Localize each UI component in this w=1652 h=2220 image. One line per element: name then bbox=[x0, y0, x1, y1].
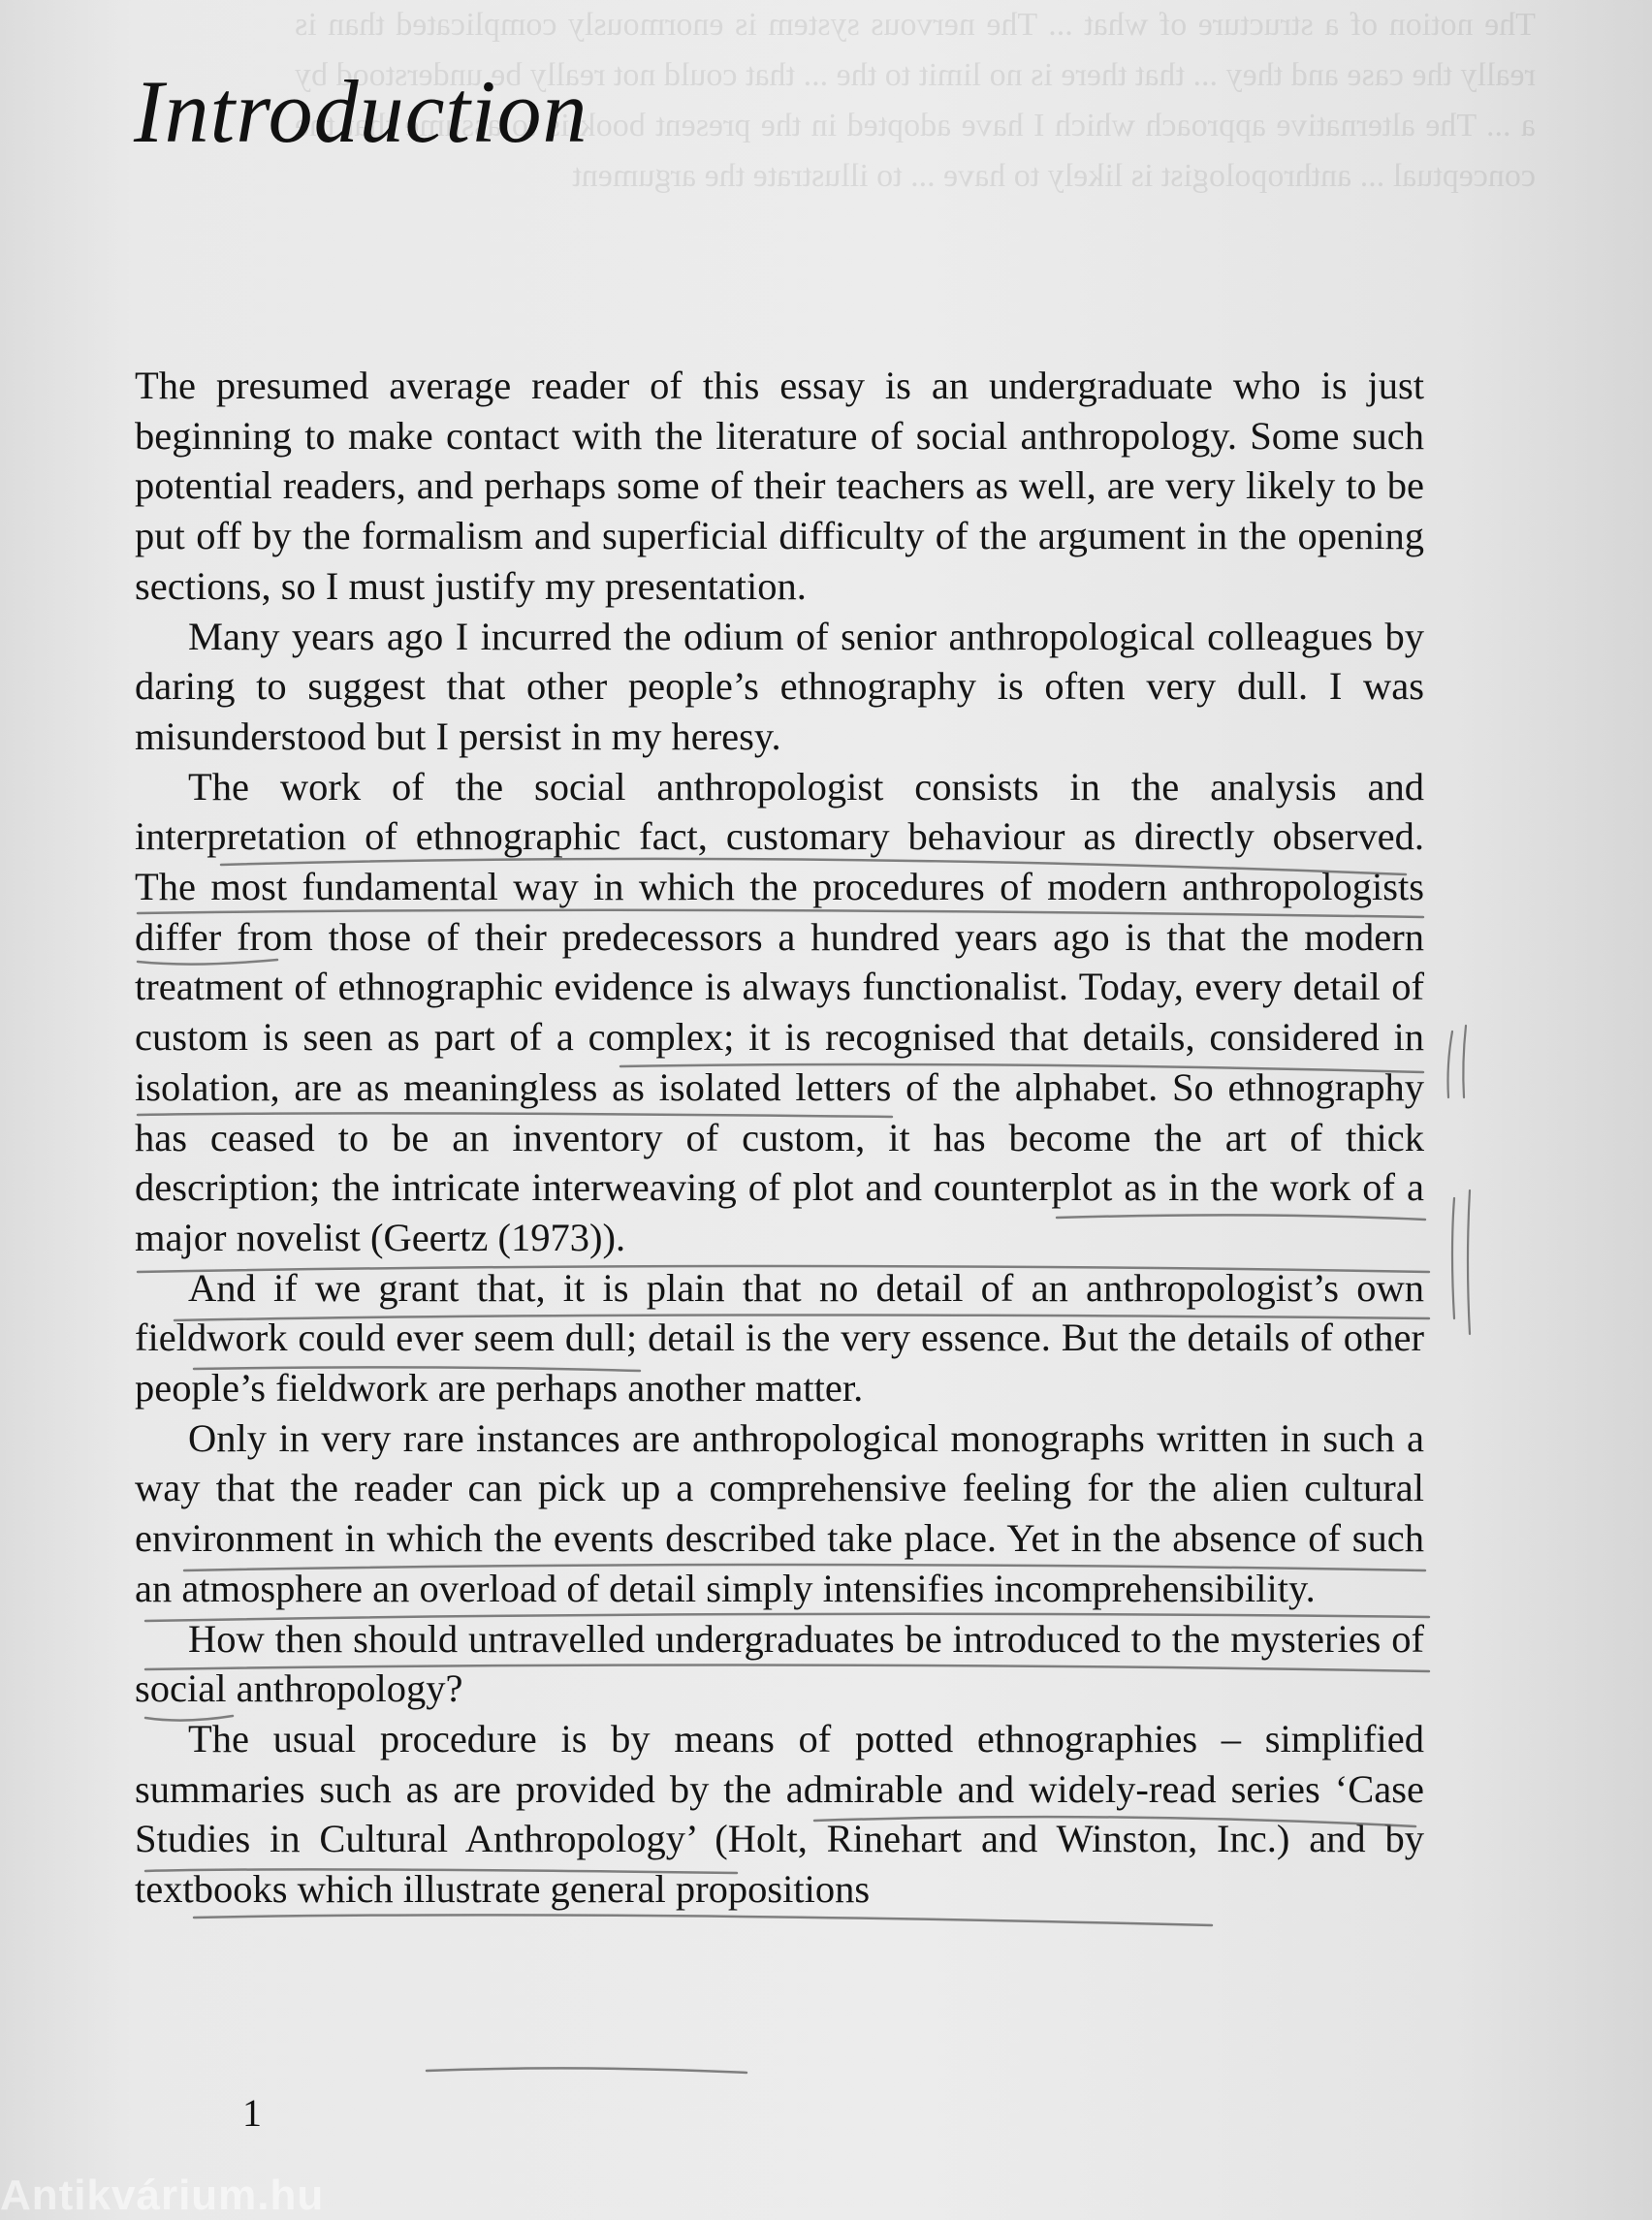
body-text bbox=[135, 361, 1424, 1915]
page-number: 1 bbox=[242, 2091, 262, 2135]
margin-mark bbox=[1463, 1026, 1466, 1097]
margin-mark bbox=[1452, 1198, 1454, 1318]
paragraph-2: Many years ago I incurred the odium of senior anthropological colleagues by daring to suggest that other people’s ethnography is often very dull. I was misunderstood but I persist in my heresy. bbox=[135, 614, 1424, 758]
margin-mark bbox=[1468, 1190, 1470, 1334]
pencil-underline bbox=[194, 1915, 1212, 1925]
margin-mark bbox=[1448, 1031, 1453, 1097]
paragraph-5: Only in very rare instances are anthropological monographs written in such a way that the reader can pick up a comprehensive feeling for the alien cultural environment in which the events described take place. Yet in the absence of such an atmosphere an overload of detail simply intensifies incomprehensibility. bbox=[135, 1415, 1424, 1610]
pencil-underline bbox=[427, 2068, 747, 2073]
paragraph-7: The usual procedure is by means of potted ethnographies – simplified summaries such as are provided by the admirable and widely-read series ‘Case Studies in Cultural Anthropology’ (Holt, Rinehart and Winston, Inc.) and by textbooks which illustrate general propositions bbox=[135, 1716, 1424, 1912]
paragraph-1: The presumed average reader of this essay is an undergraduate who is just beginning to make contact with the literature of social anthropology. Some such potential readers, and perhaps some of their teachers as well, are very likely to be put off by the formalism and superficial difficulty of the argument in the opening sections, so I must justify my presentation. bbox=[135, 364, 1424, 608]
paragraph-6: How then should untravelled undergraduates be introduced to the mysteries of social anthropology? bbox=[135, 1616, 1424, 1711]
watermark: Antikvárium.hu bbox=[0, 2172, 325, 2219]
paragraph-4: And if we grant that, it is plain that no detail of an anthropologist’s own fieldwork could ever seem dull; detail is the very essence. But the details of other people’s fieldwork are perhaps another matter. bbox=[135, 1265, 1424, 1411]
paragraph-3: The work of the social anthropologist consists in the analysis and interpretation of ethnographic fact, customary behaviour as directly observed. The most fundamental way in which the procedures of modern anthropologists differ from those of their predecessors a hundred years ago is that the modern treatment of ethnographic evidence is always functionalist. Today, every detail of custom is seen as part of a complex; it is recognised that details, considered in isolation, are as meaningless as isolated letters of the alphabet. So ethnography has ceased to be an inventory of custom, it has become the art of thick description; the intricate interweaving of plot and counterplot as in the work of a major novelist (Geertz (1973)). bbox=[135, 764, 1424, 1259]
chapter-title: Introduction bbox=[134, 62, 588, 161]
bleed-through-text: The notion of a structure of what ... The nervous system is enormously complicated than is really the case and they ... that there is no limit to the ... that could not really be understood by a ... The alternative approach which I have adopted in the present book is to assume that the conceptual ... anthropologist is likely to have ... to illustrate the argument bbox=[295, 7, 1536, 194]
